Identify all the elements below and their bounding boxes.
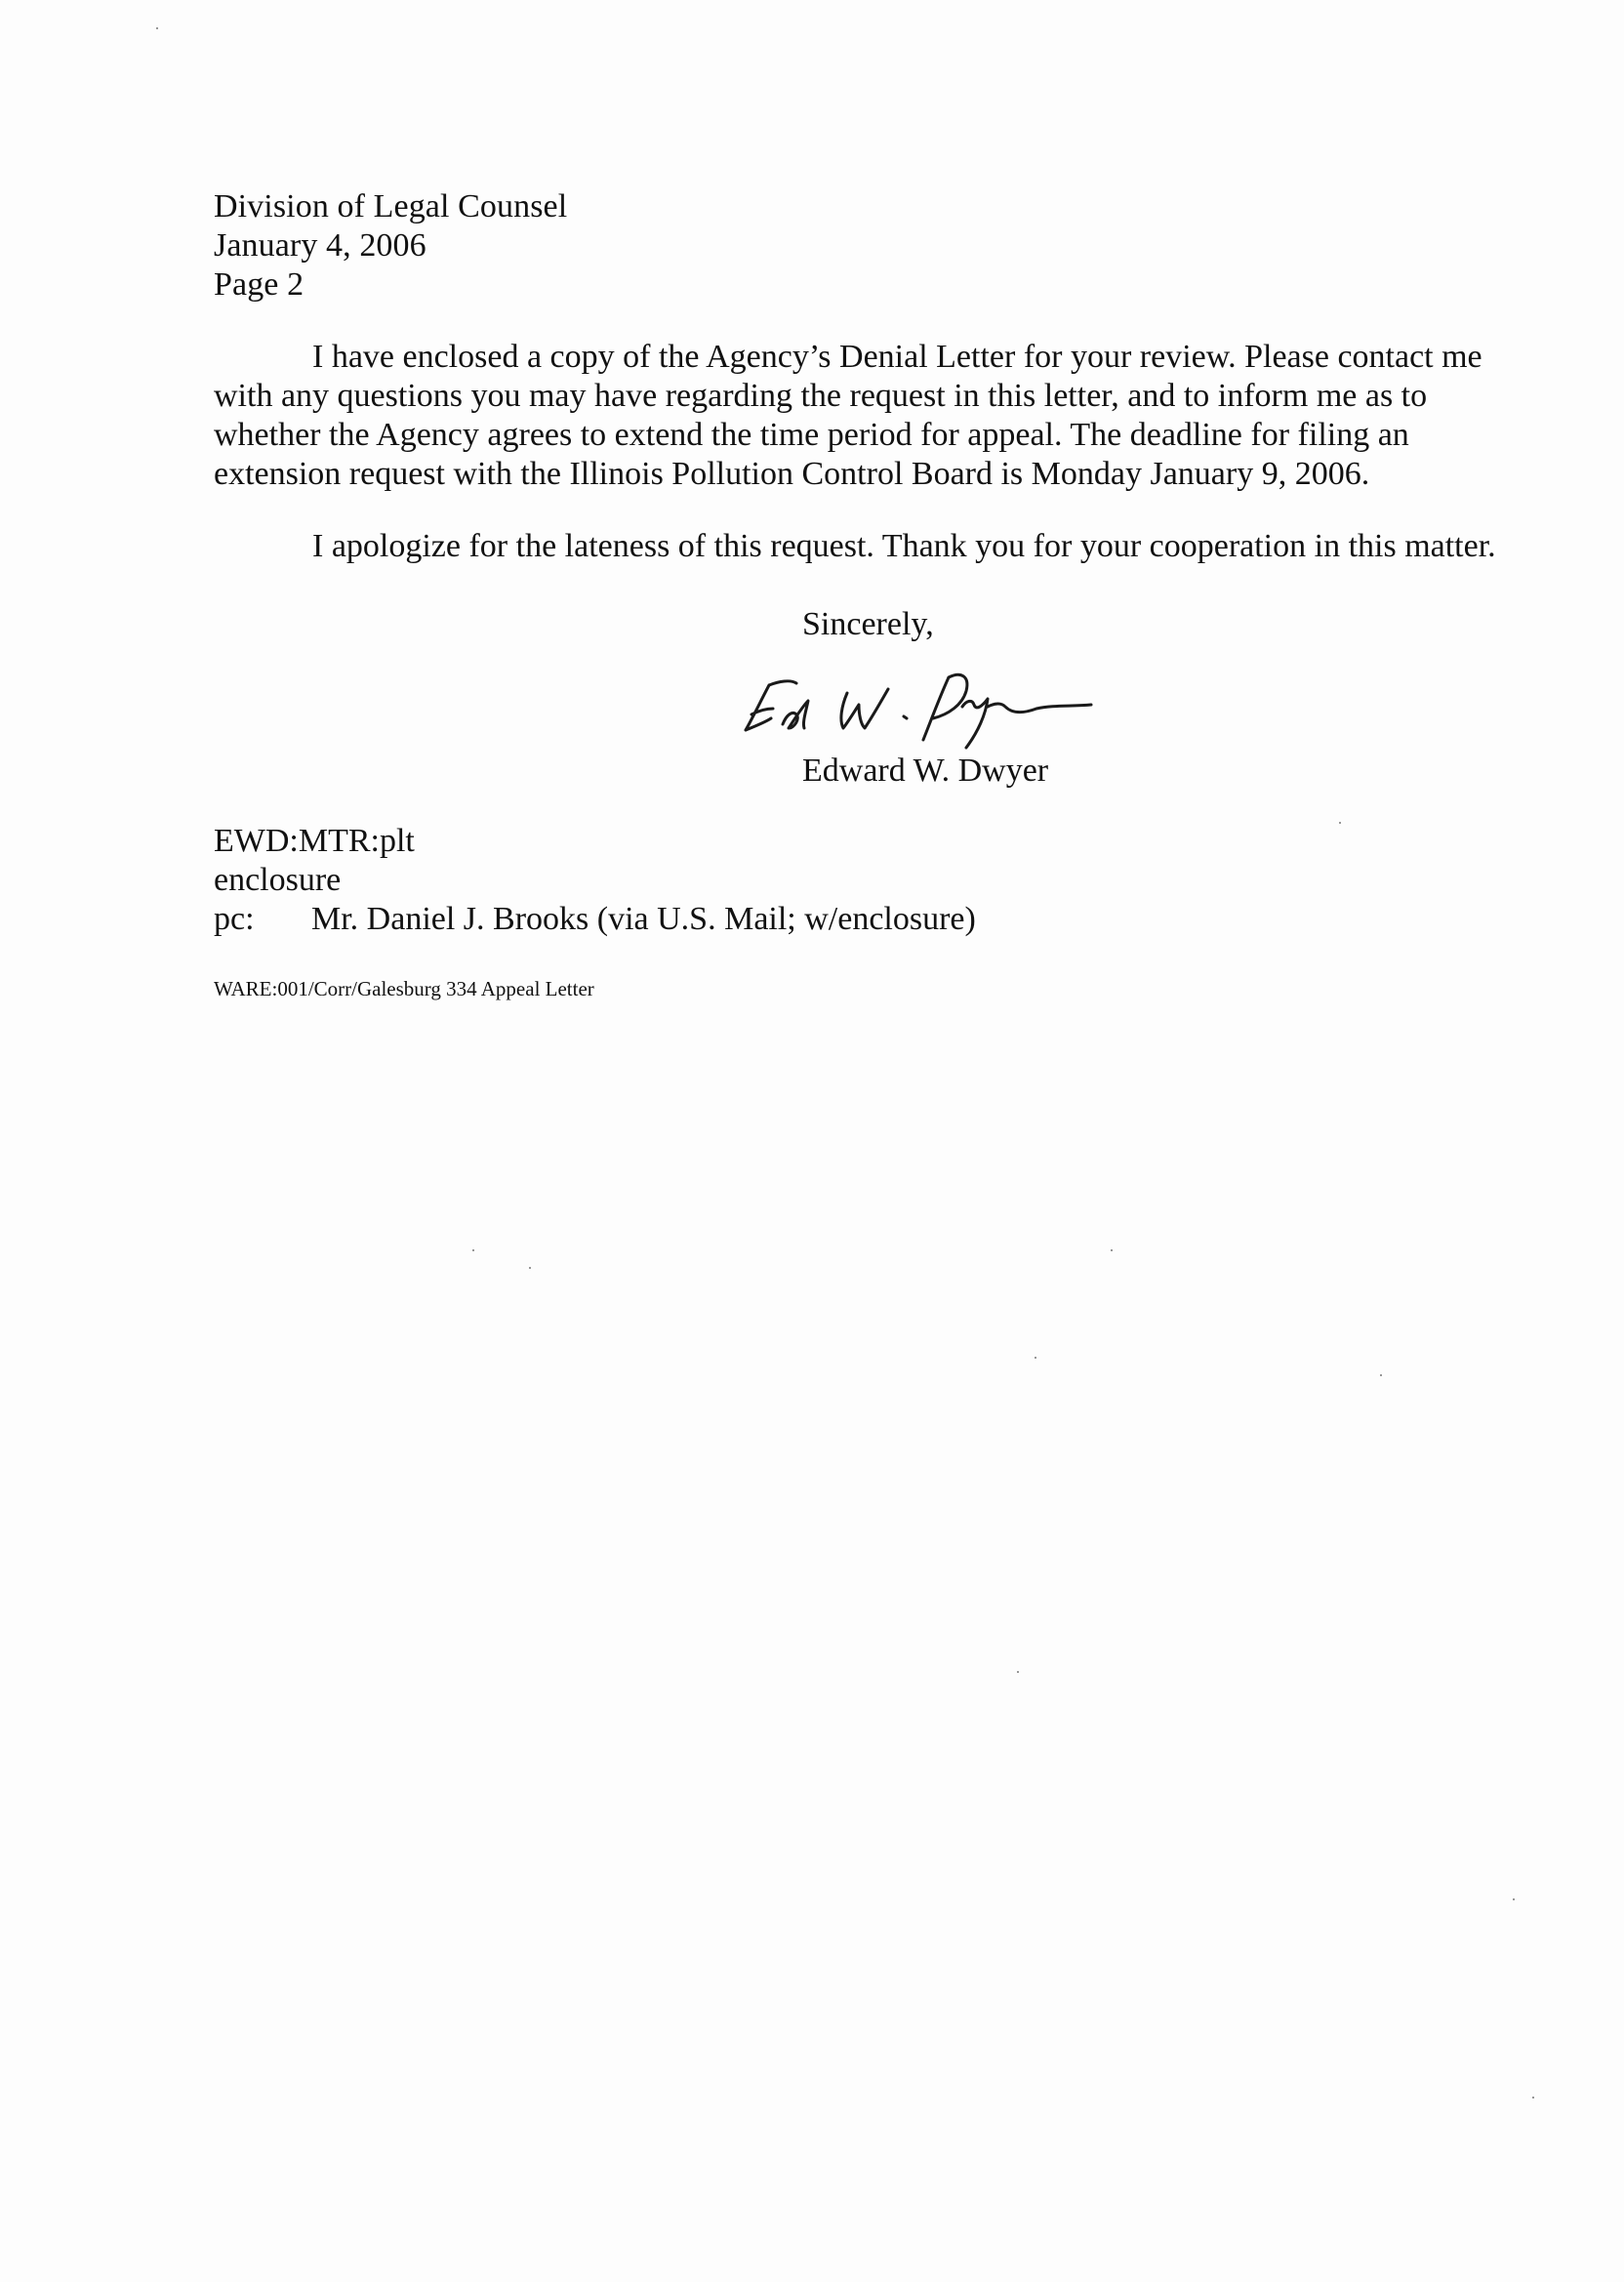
scan-speck bbox=[1380, 1374, 1382, 1376]
scan-speck bbox=[1339, 822, 1341, 824]
body-paragraph-2: I apologize for the lateness of this request. Thank you for your cooperation in this matter. bbox=[312, 528, 1496, 564]
scan-speck bbox=[1513, 1898, 1515, 1900]
file-reference-footer: WARE:001/Corr/Galesburg 334 Appeal Letter bbox=[214, 977, 594, 1000]
scan-speck bbox=[1035, 1357, 1036, 1359]
scan-speck bbox=[1532, 2097, 1534, 2099]
paragraph-line: with any questions you may have regarding the request in this letter, and to inform me as to bbox=[214, 378, 1428, 414]
signer-name: Edward W. Dwyer bbox=[802, 753, 1049, 789]
scan-speck bbox=[1017, 1671, 1019, 1673]
scan-speck bbox=[529, 1267, 531, 1269]
closing-salutation: Sincerely, bbox=[802, 606, 934, 642]
scan-speck bbox=[1111, 1249, 1113, 1251]
paragraph-line: I have enclosed a copy of the Agency’s Denial Letter for your review. Please contact me bbox=[312, 339, 1482, 375]
enclosure-note: enclosure bbox=[214, 862, 342, 898]
body-paragraph-1 bbox=[214, 338, 1512, 494]
scan-speck bbox=[156, 27, 158, 29]
paragraph-line: extension request with the Illinois Pollution Control Board is Monday January 9, 2006. bbox=[214, 456, 1370, 492]
reference-block bbox=[214, 822, 976, 939]
addressee: Division of Legal Counsel bbox=[214, 188, 568, 224]
reference-initials: EWD:MTR:plt bbox=[214, 823, 415, 859]
letter-date: January 4, 2006 bbox=[214, 227, 426, 264]
scan-speck bbox=[472, 1249, 474, 1251]
pc-recipient: Mr. Daniel J. Brooks (via U.S. Mail; w/enclosure) bbox=[311, 901, 976, 937]
letter-header bbox=[214, 187, 567, 305]
handwritten-signature bbox=[732, 646, 1142, 754]
pc-line bbox=[214, 900, 976, 939]
pc-label: pc: bbox=[214, 901, 255, 937]
page-number: Page 2 bbox=[214, 266, 304, 303]
paragraph-line: whether the Agency agrees to extend the time period for appeal. The deadline for filing an bbox=[214, 417, 1409, 453]
